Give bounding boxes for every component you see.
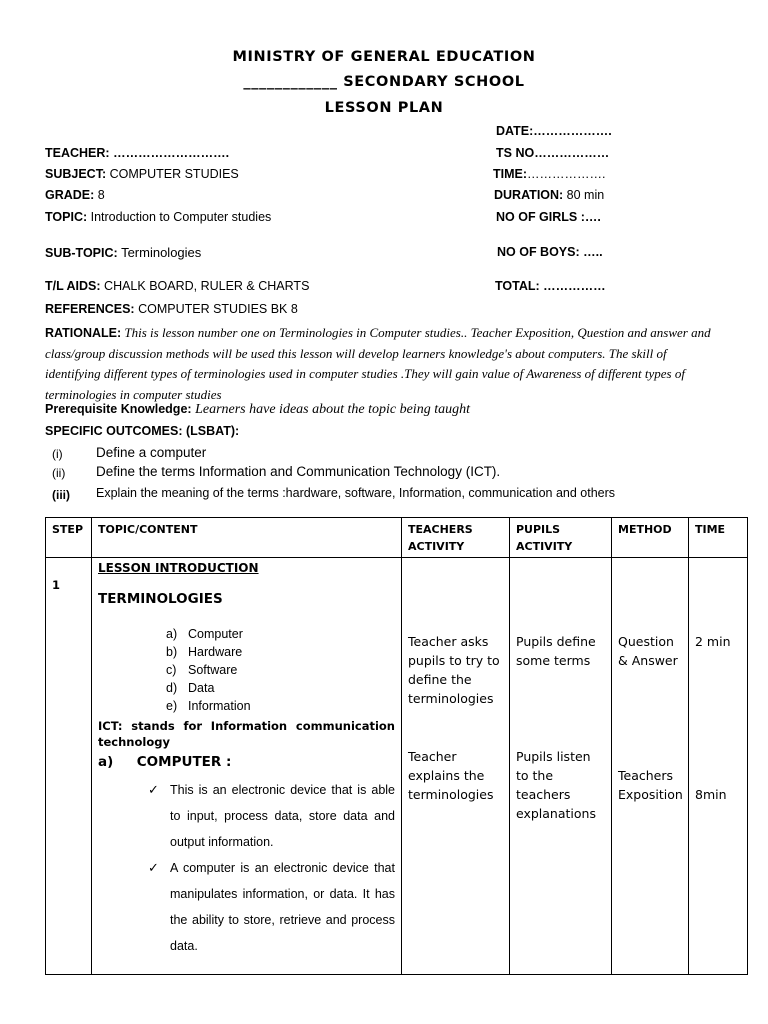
computer-heading: a) COMPUTER : bbox=[98, 754, 232, 770]
time-field: TIME:………………. bbox=[493, 167, 606, 181]
lesson-intro-heading: LESSON INTRODUCTION bbox=[98, 561, 259, 575]
time-1: 2 min bbox=[695, 634, 731, 649]
col-header-pupils: PUPILS ACTIVITY bbox=[510, 518, 612, 558]
date-field: DATE:………………. bbox=[496, 124, 612, 138]
grade-value: 8 bbox=[94, 188, 105, 202]
rationale-paragraph bbox=[45, 323, 725, 405]
references-value: COMPUTER STUDIES BK 8 bbox=[134, 302, 298, 316]
ict-definition: ICT: stands for Information communication technology bbox=[98, 719, 395, 749]
lesson-table bbox=[45, 517, 748, 975]
subject-label: SUBJECT: bbox=[45, 167, 107, 181]
aids-label: T/L AIDS: bbox=[45, 279, 101, 293]
total-field: TOTAL: …………… bbox=[495, 279, 606, 293]
table-row bbox=[46, 558, 748, 975]
col-header-step: STEP bbox=[46, 518, 92, 558]
prerequisite-text: Learners have ideas about the topic being taught bbox=[191, 402, 470, 417]
aids-line bbox=[45, 279, 309, 293]
teachers-activity-cell bbox=[402, 558, 510, 975]
girls-field: NO OF GIRLS :…. bbox=[496, 210, 601, 224]
school-title: ____________ SECONDARY SCHOOL bbox=[243, 74, 525, 90]
list-item: d) Data bbox=[166, 681, 215, 695]
subject-value: COMPUTER STUDIES bbox=[106, 167, 239, 181]
outcomes-heading: SPECIFIC OUTCOMES: (LSBAT): bbox=[45, 424, 240, 438]
table-header-row bbox=[46, 518, 748, 558]
duration-field: DURATION: 80 min bbox=[494, 188, 605, 202]
col-header-topic: TOPIC/CONTENT bbox=[92, 518, 402, 558]
grade-label: GRADE: bbox=[45, 188, 95, 202]
col-header-teachers: TEACHERS ACTIVITY bbox=[402, 518, 510, 558]
references-label: REFERENCES: bbox=[45, 302, 135, 316]
prerequisite-line bbox=[45, 402, 470, 418]
method-1: Question & Answer bbox=[618, 634, 678, 668]
ts-no-field: TS NO……………… bbox=[496, 146, 610, 160]
topic-cell bbox=[92, 558, 402, 975]
rationale-label: RATIONALE: bbox=[45, 326, 122, 340]
terminologies-heading: TERMINOLOGIES bbox=[98, 591, 223, 607]
topic-value: Introduction to Computer studies bbox=[87, 210, 272, 224]
pupil-activity-1: Pupils define some terms bbox=[516, 634, 596, 668]
definition-item: ✓ A computer is an electronic device that manipulates information, or data. It has the ability to store, retrieve and process data. bbox=[98, 855, 395, 959]
col-header-method: METHOD bbox=[612, 518, 689, 558]
definition-item: ✓ This is an electronic device that is able to input, process data, store data and output information. bbox=[98, 777, 395, 855]
teacher-activity-1: Teacher asks pupils to try to define the terminologies bbox=[408, 634, 500, 706]
rationale-text: This is lesson number one on Terminologies in Computer studies.. Teacher Exposition, Question and answer and class/group discussion methods will be used this lesson will develop learners knowledge's about computers. The skill of identifying different types of terminologies used in computer studies .They will gain value of Awareness of different types of terminologies in computer studies bbox=[45, 325, 711, 402]
col-header-time: TIME bbox=[689, 518, 748, 558]
lesson-plan-title: LESSON PLAN bbox=[324, 100, 444, 116]
teacher-label: TEACHER: bbox=[45, 146, 110, 160]
boys-field: NO OF BOYS: ….. bbox=[497, 245, 603, 259]
method-cell bbox=[612, 558, 689, 975]
time-2: 8min bbox=[695, 787, 727, 802]
subtopic-label: SUB-TOPIC: bbox=[45, 246, 118, 260]
list-item: b) Hardware bbox=[166, 645, 243, 659]
topic-label: TOPIC: bbox=[45, 210, 88, 224]
terms-list bbox=[98, 625, 395, 715]
check-mark-icon: ✓ bbox=[148, 860, 159, 875]
subtopic-value: Terminologies bbox=[117, 245, 202, 260]
ministry-title: MINISTRY OF GENERAL EDUCATION bbox=[232, 49, 536, 65]
time-cell bbox=[689, 558, 748, 975]
teacher-value: ………………………. bbox=[109, 146, 230, 160]
check-mark-icon: ✓ bbox=[148, 782, 159, 797]
list-item: c) Software bbox=[166, 663, 238, 677]
aids-value: CHALK BOARD, RULER & CHARTS bbox=[100, 279, 310, 293]
pupils-activity-cell bbox=[510, 558, 612, 975]
list-item: a) Computer bbox=[166, 627, 243, 641]
subject-line bbox=[45, 167, 239, 181]
references-line bbox=[45, 302, 298, 316]
step-cell: 1 bbox=[46, 558, 92, 975]
topic-line bbox=[45, 210, 271, 224]
subtopic-line bbox=[45, 245, 201, 260]
teacher-line bbox=[45, 146, 229, 160]
pupil-activity-2: Pupils listen to the teachers explanations bbox=[516, 749, 596, 821]
method-2: Teachers Exposition bbox=[618, 768, 683, 802]
grade-line bbox=[45, 188, 105, 202]
teacher-activity-2: Teacher explains the terminologies bbox=[408, 749, 494, 802]
list-item: e) Information bbox=[166, 699, 251, 713]
prerequisite-label: Prerequisite Knowledge: bbox=[45, 402, 192, 416]
